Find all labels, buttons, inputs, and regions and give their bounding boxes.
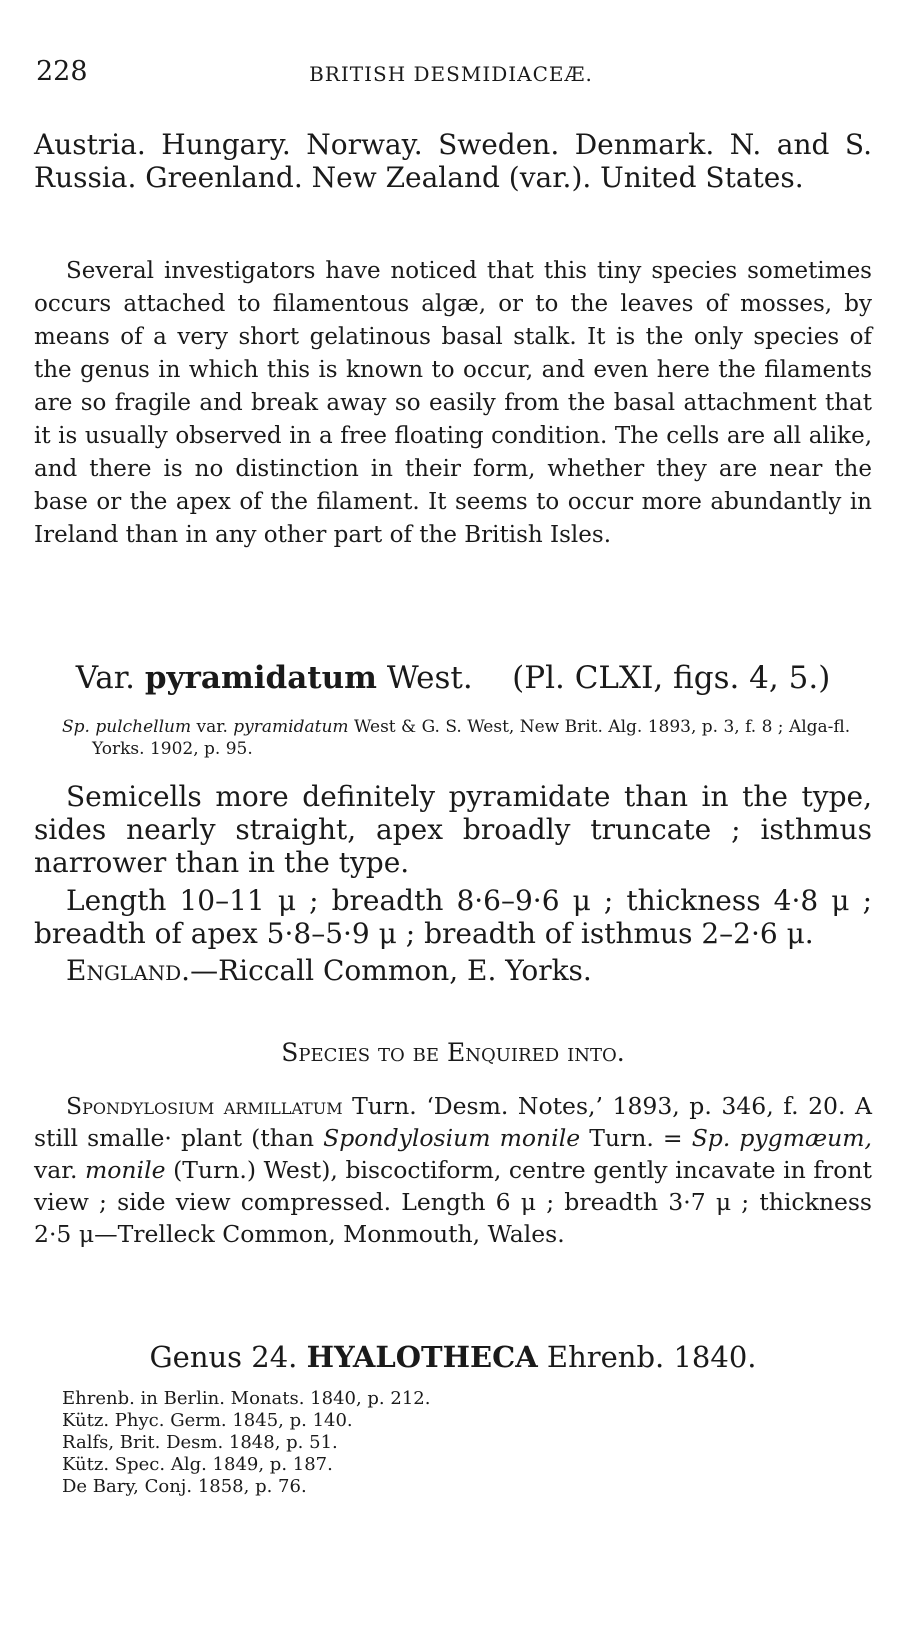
variety-author: West. [386, 660, 473, 696]
enquiry-species-name: Spondylosium armillatum [66, 1092, 343, 1120]
enquiry-italic-1: Spondylosium monile [323, 1124, 581, 1152]
genus-author: Ehrenb. 1840. [546, 1340, 757, 1374]
variety-synonym [62, 716, 892, 760]
genus-prefix: Genus 24. [149, 1340, 298, 1374]
enquiry-italic-2: Sp. pygmæum, [691, 1124, 872, 1152]
synonym-citation: West & G. S. West, New Brit. Alg. 1893, p. 3, f. 8 ; Alga-fl. Yorks. 1902, p. 95. [92, 717, 851, 759]
synonym-epithet: pyramidatum [233, 717, 349, 737]
enquiry-italic-3: monile [84, 1156, 166, 1184]
enquiry-paragraph [34, 1090, 872, 1250]
synonym-genus: Sp. pulchellum [62, 717, 192, 737]
variety-locality [34, 954, 872, 987]
variety-measurements: Length 10–11 μ ; breadth 8·6–9·6 μ ; thickness 4·8 μ ; breadth of apex 5·8–5·9 μ ; breadth of isthmus 2–2·6 μ. [34, 884, 872, 950]
page-header [36, 56, 866, 96]
enquiry-text-4: (Turn.) West), biscoctiform, centre gently incavate in front view ; side view compressed. Length 6 μ ; breadth 3·7 μ ; thickness 2·5 μ—Trelleck Common, Monmouth, Wales. [34, 1156, 872, 1248]
distribution-paragraph: Austria. Hungary. Norway. Sweden. Denmark. N. and S. Russia. Greenland. New Zealand (var.). United States. [34, 128, 872, 194]
reference-item: Ehrenb. in Berlin. Monats. 1840, p. 212. [62, 1388, 431, 1409]
reference-item: Kütz. Phyc. Germ. 1845, p. 140. [62, 1410, 353, 1431]
variety-heading [34, 660, 872, 696]
locality-place: —Riccall Common, E. Yorks. [190, 954, 592, 987]
variety-plate-ref: (Pl. CLXI, figs. 4, 5.) [512, 660, 831, 696]
genus-name: HYALOTHECA [306, 1340, 538, 1374]
enquiry-text-2: Turn. = [589, 1124, 683, 1152]
locality-region: England. [66, 954, 191, 987]
enquiry-heading: Species to be Enquired into. [281, 1038, 625, 1067]
reference-item: Ralfs, Brit. Desm. 1848, p. 51. [62, 1432, 338, 1453]
running-title: BRITISH DESMIDIACEÆ. [309, 62, 593, 86]
variety-name: pyramidatum [144, 660, 377, 696]
page-number: 228 [36, 56, 88, 87]
variety-prefix: Var. [75, 660, 135, 696]
enquiry-text-1: Turn. ‘Desm. Notes,’ 1893, p. 346, f. 20. A still smalle· plant (than [34, 1092, 872, 1152]
genus-heading [34, 1340, 872, 1374]
genus-references [62, 1388, 430, 1498]
description-paragraph: Several investigators have noticed that this tiny species sometimes occurs attached to filamentous algæ, or to the leaves of mosses, by means of a very short gelatinous basal stalk. It is the only species of the genus in which this is known to occur, and even here the filaments are so fragile and break away so easily from the basal attachment that it is usually observed in a free floating condition. The cells are all alike, and there is no distinction in their form, whether they are near the base or the apex of the filament. It seems to occur more abundantly in Ireland than in any other part of the British Isles. [34, 258, 872, 548]
synonym-var: var. [196, 717, 228, 737]
variety-description: Semicells more definitely pyramidate than in the type, sides nearly straight, apex broadly truncate ; isthmus narrower than in the type. [34, 780, 872, 879]
reference-item: Kütz. Spec. Alg. 1849, p. 187. [62, 1454, 333, 1475]
reference-item: De Bary, Conj. 1858, p. 76. [62, 1476, 307, 1497]
enquiry-text-3: var. [34, 1156, 78, 1184]
